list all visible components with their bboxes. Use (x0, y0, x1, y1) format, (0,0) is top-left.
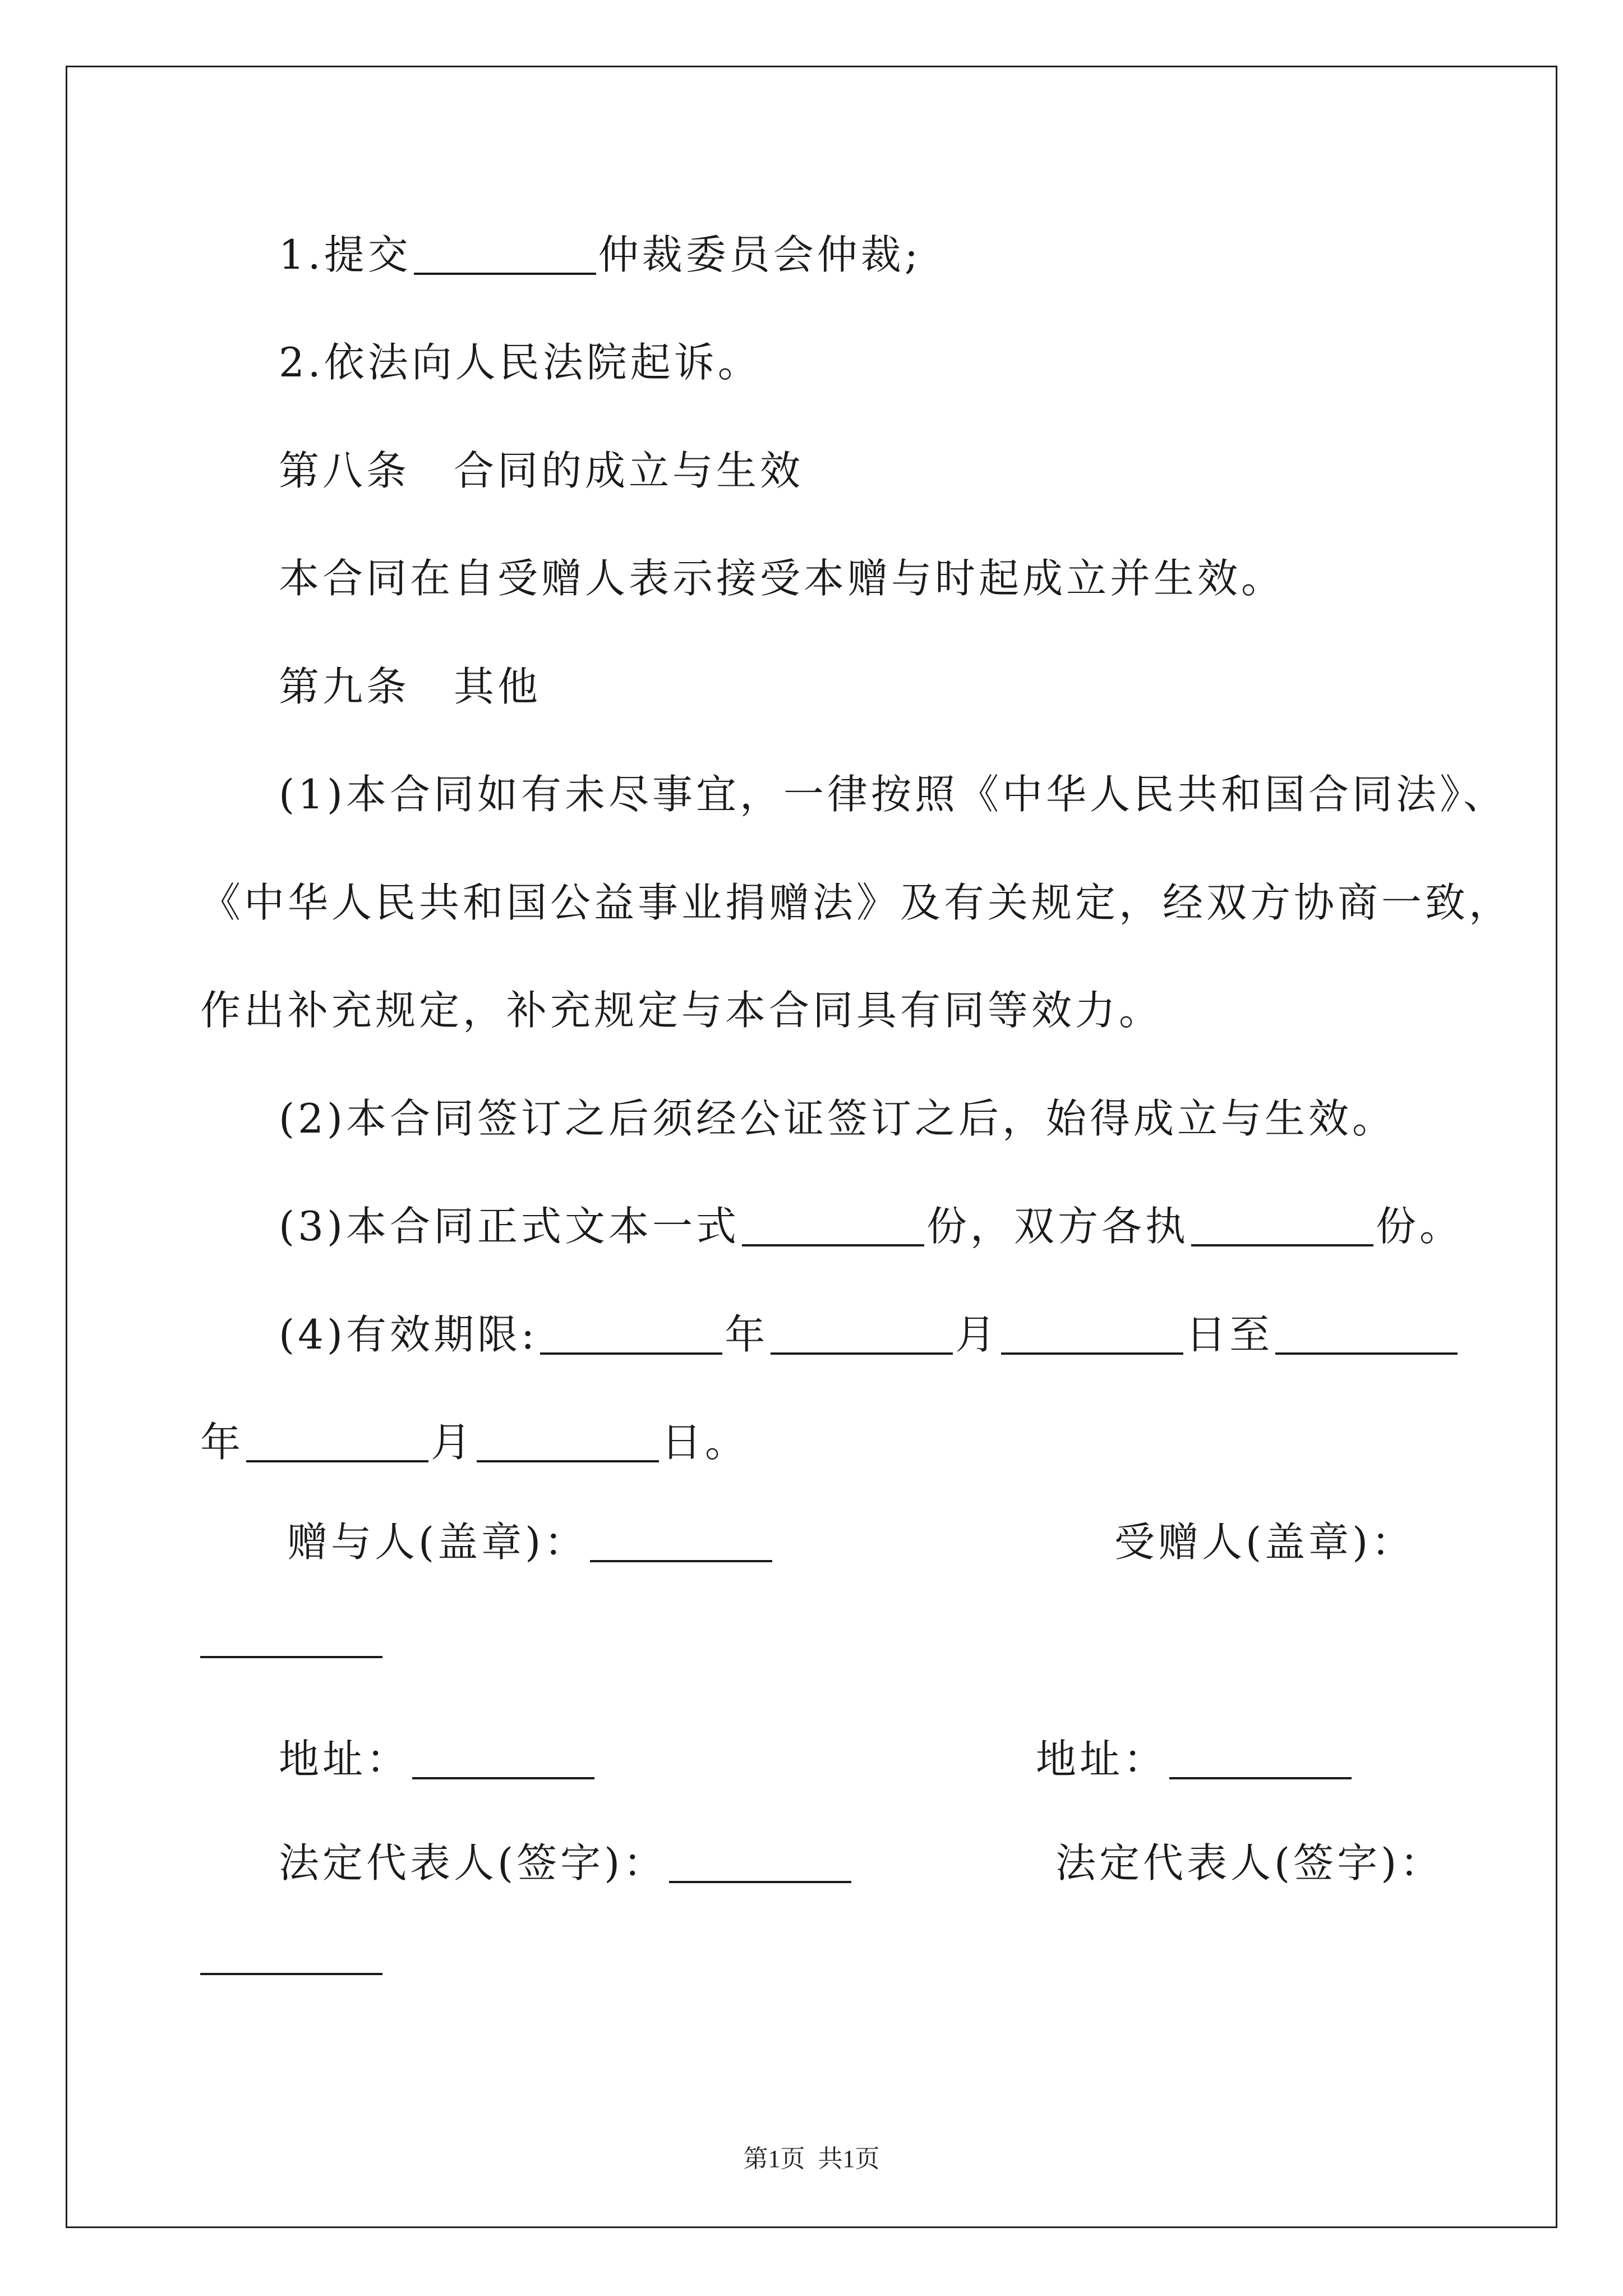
clause-8-body: 本合同在自受赠人表示接受本赠与时起成立并生效。 (279, 555, 1285, 602)
donor-rep-label: 法定代表人(签字)： (279, 1839, 667, 1887)
start-month-blank[interactable] (771, 1318, 953, 1355)
clause-7-option-1 (279, 224, 921, 278)
donor-address-blank[interactable] (412, 1742, 594, 1779)
end-year-label: 年 (200, 1419, 245, 1466)
donee-address-row (1036, 1729, 1354, 1783)
end-day-label: 日。 (661, 1419, 749, 1466)
clause-9-item-1-line-3: 作出补充规定，补充规定与本合同具有同等效力。 (200, 987, 1163, 1034)
end-year-blank[interactable] (1275, 1318, 1458, 1355)
clause-8-heading: 第八条 合同的成立与生效 (279, 447, 804, 494)
clause-9-item-2: (2)本合同签订之后须经公证签订之后，始得成立与生效。 (279, 1095, 1396, 1142)
donee-address-blank[interactable] (1169, 1742, 1352, 1779)
total-copies-blank[interactable] (742, 1209, 924, 1246)
clause-9-item-4-line-2 (200, 1412, 749, 1466)
donor-address-label: 地址： (279, 1736, 411, 1783)
donee-seal-label: 受赠人(盖章)： (1114, 1519, 1415, 1566)
donor-seal-row (287, 1512, 774, 1566)
page-border (66, 66, 1557, 2228)
donor-rep-blank[interactable] (669, 1846, 851, 1883)
donor-seal-label: 赠与人(盖章)： (287, 1519, 588, 1566)
start-year-blank[interactable] (540, 1318, 722, 1355)
page-footer (0, 2138, 1623, 2174)
start-day-label: 日至 (1186, 1311, 1274, 1358)
page-total: 共1页 (818, 2145, 880, 2173)
each-party-copies-blank[interactable] (1191, 1209, 1373, 1246)
clause-7-option-1-prefix: 1.提交 (279, 231, 412, 278)
donee-seal-blank[interactable] (200, 1656, 382, 1658)
page-current: 第1页 (743, 2145, 805, 2173)
clause-9-item-4-line-1 (279, 1304, 1460, 1358)
donor-address-row (279, 1729, 597, 1783)
clause-9-heading: 第九条 其他 (279, 663, 542, 710)
start-month-label: 月 (955, 1311, 999, 1358)
clause-9-item-3 (279, 1196, 1464, 1250)
clause-9-item-1-line-2: 《中华人民共和国公益事业捐赠法》及有关规定，经双方协商一致， (200, 879, 1513, 926)
end-month-label: 月 (431, 1419, 475, 1466)
end-month-blank[interactable] (246, 1425, 428, 1462)
arbitration-committee-blank[interactable] (414, 238, 596, 275)
donee-address-label: 地址： (1036, 1736, 1168, 1783)
copies-suffix: 份。 (1376, 1203, 1464, 1250)
validity-prefix: (4)有效期限: (279, 1311, 538, 1358)
start-year-label: 年 (725, 1311, 769, 1358)
donor-seal-blank[interactable] (590, 1525, 772, 1562)
donor-rep-row (279, 1833, 854, 1887)
clause-7-option-2: 2.依法向人民法院起诉。 (279, 339, 762, 386)
donee-rep-blank[interactable] (200, 1973, 382, 1975)
donee-rep-label: 法定代表人(签字)： (1055, 1839, 1444, 1887)
copies-prefix: (3)本合同正式文本一式 (279, 1203, 740, 1250)
clause-9-item-1-line-1: (1)本合同如有未尽事宜，一律按照《中华人民共和国合同法》、 (279, 771, 1507, 818)
clause-7-option-1-suffix: 仲裁委员会仲裁; (598, 231, 921, 278)
end-day-blank[interactable] (477, 1425, 659, 1462)
start-day-blank[interactable] (1001, 1318, 1183, 1355)
copies-middle: 份，双方各执 (926, 1203, 1189, 1250)
